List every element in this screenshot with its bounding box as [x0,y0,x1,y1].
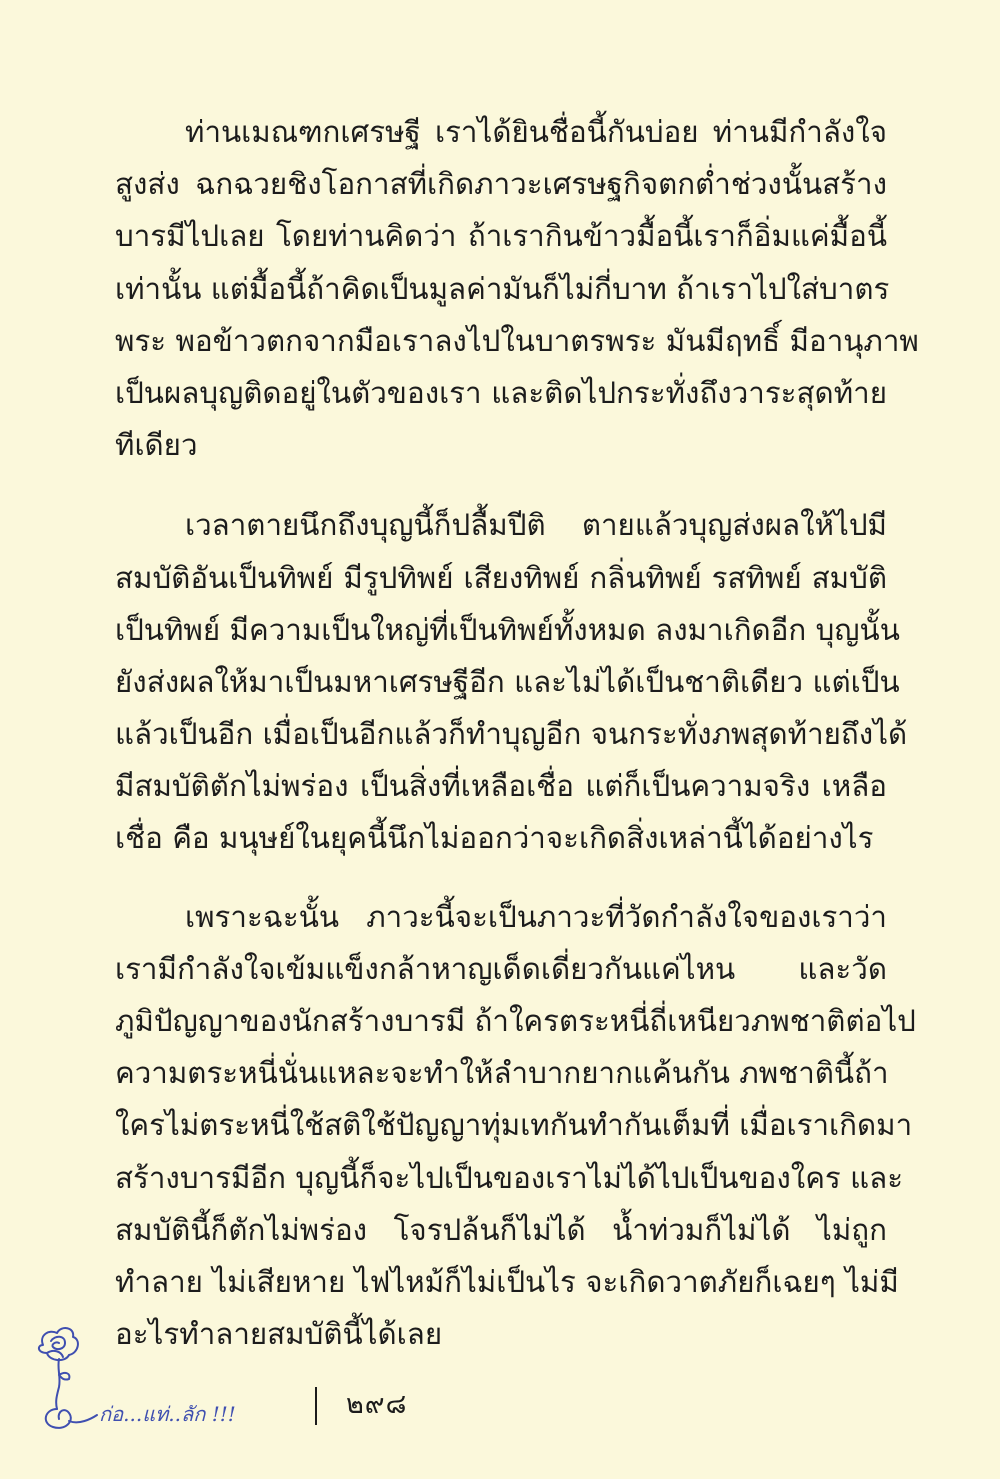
paragraph-gap [115,471,887,499]
text-line: เป็นผลบุญติดอยู่ในตัวของเรา และติดไปกระทั่งถึงวาระสุดท้าย [115,375,887,410]
text-line: แล้วเป็นอีก เมื่อเป็นอีกแล้วก็ทำบุญอีก จนกระทั่งภพสุดท้ายถึงได้ [115,717,908,752]
paragraph-3 [115,891,916,1361]
text-line: ทีเดียว [115,428,198,463]
text-line: เพราะฉะนั้น ภาวะนี้จะเป็นภาวะที่วัดกำลังใจของเราว่า [185,899,887,934]
paragraph-1 [115,106,919,471]
text-line: สูงส่ง ฉกฉวยชิงโอกาสที่เกิดภาวะเศรษฐกิจตกต่ำช่วงนั้นสร้าง [115,167,887,202]
text-line: ทำลาย ไม่เสียหาย ไฟไหม้ก็ไม่เป็นไร จะเกิดวาตภัยก็เฉยๆ ไม่มี [115,1264,899,1299]
text-line: เวลาตายนึกถึงบุญนี้ก็ปลื้มปีติ ตายแล้วบุญส่งผลให้ไปมี [185,508,887,543]
text-line: สมบัตินี้ก็ตักไม่พร่อง โจรปล้นก็ไม่ได้ น้ำท่วมก็ไม่ได้ ไม่ถูก [115,1212,887,1247]
body-text [115,106,919,1360]
text-line: มีสมบัติตักไม่พร่อง เป็นสิ่งที่เหลือเชื่อ แต่ก็เป็นความจริง เหลือ [115,769,887,804]
text-line: ความตระหนี่นั่นแหละจะทำให้ลำบากยากแค้นกัน ภพชาตินี้ถ้า [115,1056,889,1091]
text-line: ยังส่งผลให้มาเป็นมหาเศรษฐีอีก และไม่ได้เป็นชาติเดียว แต่เป็น [115,664,900,699]
text-line: สร้างบารมีอีก บุญนี้ก็จะไปเป็นของเราไม่ได้ไปเป็นของใคร และ [115,1160,904,1195]
text-line: ใครไม่ตระหนี่ใช้สติใช้ปัญญาทุ่มเทกันทำกันเต็มที่ เมื่อเราเกิดมา [115,1108,913,1143]
text-line: สมบัติอันเป็นทิพย์ มีรูปทิพย์ เสียงทิพย์ กลิ่นทิพย์ รสทิพย์ สมบัติ [115,560,887,595]
text-line: บารมีไปเลย โดยท่านคิดว่า ถ้าเรากินข้าวมื้อนี้เราก็อิ่มแค่มื้อนี้ [115,219,887,254]
paragraph-2 [115,499,908,864]
page-number: ๒๙๘ [346,1389,408,1420]
page-footer [0,1325,1000,1445]
footer-divider [315,1387,317,1425]
paragraph-gap [115,865,887,891]
text-line: เท่านั้น แต่มื้อนี้ถ้าคิดเป็นมูลค่ามันก็ไม่กี่บาท ถ้าเราไปใส่บาตร [115,271,890,306]
text-line: เรามีกำลังใจเข้มแข็งกล้าหาญเด็ดเดี่ยวกันแค่ไหน และวัด [115,951,887,986]
text-line: พระ พอข้าวตกจากมือเราลงไปในบาตรพระ มันมีฤทธิ์ มีอานุภาพ [115,323,919,358]
text-line: ท่านเมณฑกเศรษฐี เราได้ยินชื่อนี้กันบ่อย ท่านมีกำลังใจ [185,115,887,149]
text-line: ภูมิปัญญาของนักสร้างบารมี ถ้าใครตระหนี่ถี่เหนียวภพชาติต่อไป [115,1004,916,1038]
rose-signature-logo-icon [35,1325,325,1437]
text-line: อะไรทำลายสมบัตินี้ได้เลย [115,1317,443,1352]
text-line: เป็นทิพย์ มีความเป็นใหญ่ที่เป็นทิพย์ทั้งหมด ลงมาเกิดอีก บุญนั้น [115,612,900,647]
text-line: เชื่อ คือ มนุษย์ในยุคนี้นึกไม่ออกว่าจะเกิดสิ่งเหล่านี้ได้อย่างไร [115,821,874,856]
signature-text: ก่อ...แท่..ลัก !!! [99,1402,236,1426]
